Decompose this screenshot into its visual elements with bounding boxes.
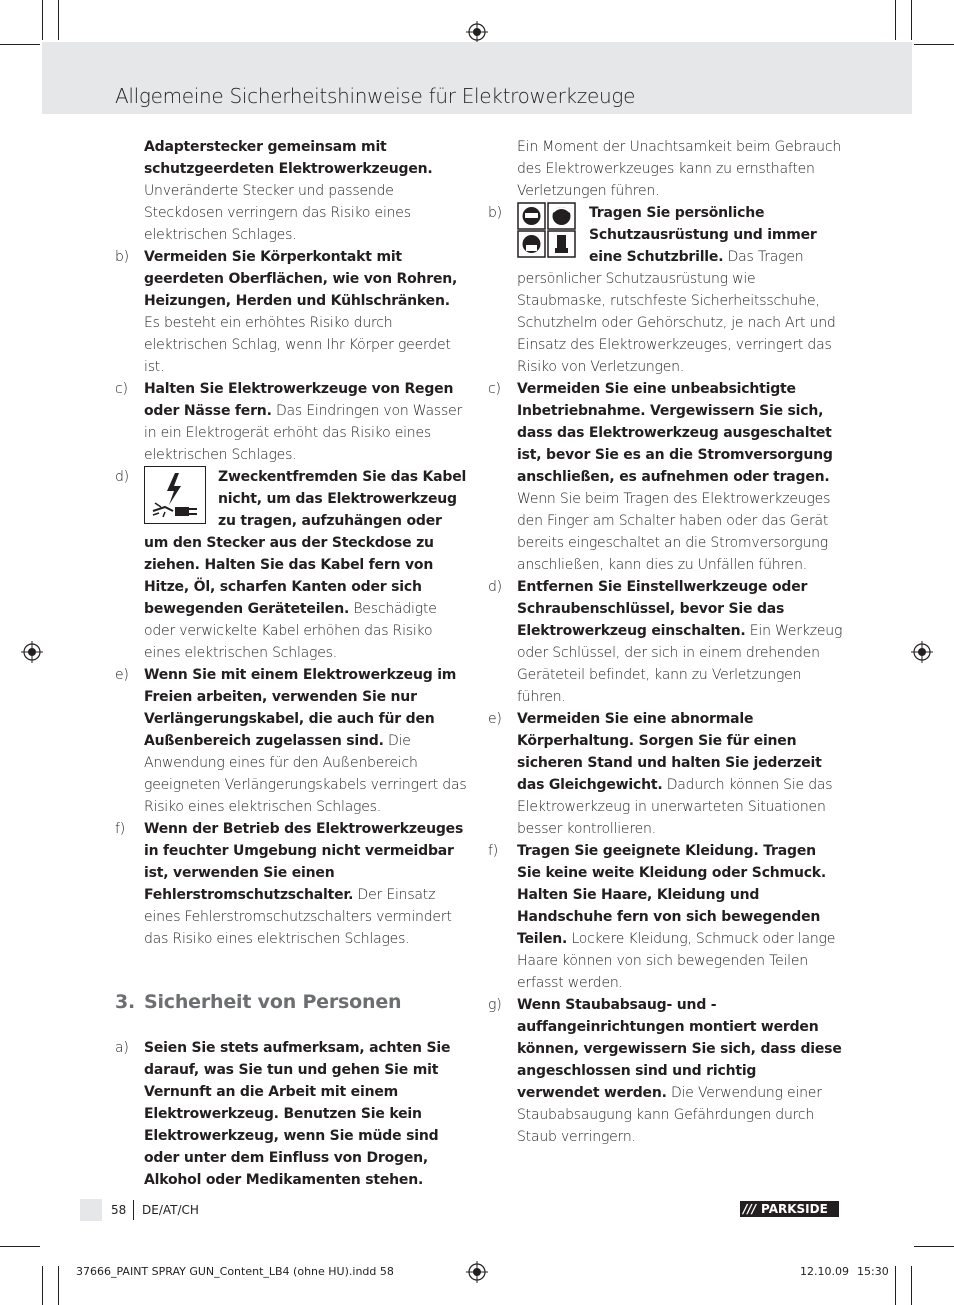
intro-text: Ein Moment der Unachtsamkeit beim Gebrauch des Elektrowerkzeuges kann zu ernsthaften Verletzungen führen. bbox=[517, 139, 841, 199]
item-text: Beschädigte oder verwickelte Kabel erhöhen das Risiko eines elektrischen Schlages. bbox=[144, 601, 437, 661]
registration-mark-icon bbox=[466, 21, 488, 43]
brand-logo bbox=[740, 1201, 839, 1217]
crop-mark bbox=[911, 0, 912, 40]
crop-mark bbox=[895, 0, 896, 40]
list-item-f bbox=[115, 818, 467, 950]
item-bold-text: Entfernen Sie Einstellwerkzeuge oder Schraubenschlüssel, bevor Sie das Elektrowerkzeug einschalten. bbox=[517, 579, 808, 639]
item-marker: d) bbox=[115, 469, 129, 485]
crop-mark bbox=[42, 1266, 43, 1305]
item-bold-text: Wenn der Betrieb des Elektrowerkzeuges in feuchter Umgebung nicht vermeidbar ist, verwenden Sie einen Fehlerstromschutzschalter. bbox=[144, 821, 464, 903]
brand-slashes-icon: /// bbox=[743, 1202, 757, 1216]
left-column bbox=[115, 136, 467, 1191]
item-bold-text: Zweckentfremden Sie das Kabel nicht, um das Elektrowerkzeug zu tragen, aufzuhängen oder um den Stecker aus der Steckdose zu ziehen. Halten Sie das Kabel fern von Hitze, Öl, scharfen Kanten oder sich bewegenden Geräteteilen. bbox=[144, 469, 467, 617]
list-item-intro bbox=[115, 136, 467, 246]
item-text: Wenn Sie beim Tragen des Elektrowerkzeuges den Finger am Schalter haben oder das Gerät bereits eingeschaltet an die Stromversorgung anschließen, kann dies zu Unfällen führen. bbox=[517, 491, 831, 573]
item-marker: f) bbox=[488, 843, 498, 859]
list-item-e bbox=[115, 664, 467, 818]
page-number-box bbox=[80, 1199, 102, 1221]
registration-mark-icon bbox=[466, 1261, 488, 1283]
item-marker: b) bbox=[488, 205, 502, 221]
item-text: Es besteht ein erhöhtes Risiko durch elektrischen Schlag, wenn Ihr Körper geerdet ist. bbox=[144, 315, 451, 375]
item-marker: b) bbox=[115, 249, 129, 265]
item-text: Die Verwendung einer Staubabsaugung kann Gefährdungen durch Staub verringern. bbox=[517, 1085, 822, 1145]
item-bold-text: Tragen Sie geeignete Kleidung. Tragen Sie keine weite Kleidung oder Schmuck. Halten Sie Haare, Kleidung und Handschuhe fern von sich bewegenden Teilen. bbox=[517, 843, 827, 947]
section-title: Sicherheit von Personen bbox=[144, 991, 402, 1013]
item-bold-text: Vermeiden Sie Körperkontakt mit geerdeten Oberflächen, wie von Rohren, Heizungen, Herden und Kühlschränken. bbox=[144, 249, 458, 309]
slug-time: 15:30 bbox=[857, 1265, 889, 1278]
item-bold-text: Halten Sie Elektrowerkzeuge von Regen oder Nässe fern. bbox=[144, 381, 454, 419]
crop-mark bbox=[42, 0, 43, 40]
list-item-f bbox=[488, 840, 843, 994]
file-slug: 37666_PAINT SPRAY GUN_Content_LB4 (ohne HU).indd 58 bbox=[76, 1265, 394, 1278]
crop-mark bbox=[911, 1266, 912, 1305]
registration-mark-icon bbox=[21, 641, 43, 663]
item-text: Der Einsatz eines Fehlerstromschutzschalters vermindert das Risiko eines elektrischen Schlages. bbox=[144, 887, 452, 947]
crop-mark bbox=[0, 44, 40, 45]
item-bold-text: Wenn Staubabsaug- und -auffangeinrichtungen montiert werden können, vergewissern Sie sich, dass diese angeschlossen sind und richtig verwendet werden. bbox=[517, 997, 842, 1101]
slug-date: 12.10.09 bbox=[800, 1265, 849, 1278]
crop-mark bbox=[58, 0, 59, 40]
item-marker: c) bbox=[115, 381, 128, 397]
section-heading bbox=[115, 991, 467, 1013]
item-text: Lockere Kleidung, Schmuck oder lange Haare können von sich bewegenden Teilen erfasst werden. bbox=[517, 931, 836, 991]
list-item-intro bbox=[488, 136, 843, 202]
item-marker: g) bbox=[488, 997, 502, 1013]
crop-mark bbox=[58, 1266, 59, 1305]
item-text: Das Tragen persönlicher Schutzausrüstung wie Staubmaske, rutschfeste Sicherheitsschuhe, Schutzhelm oder Gehörschutz, je nach Art und Einsatz des Elektrowerkzeuges, verringert das Risiko von Verletzungen. bbox=[517, 249, 836, 375]
item-bold-text: Tragen Sie persönliche Schutzausrüstung und immer eine Schutzbrille. bbox=[589, 205, 817, 265]
list-item-c bbox=[115, 378, 467, 466]
item-marker: c) bbox=[488, 381, 501, 397]
item-marker: e) bbox=[115, 667, 129, 683]
item-marker: e) bbox=[488, 711, 502, 727]
item-text: Das Eindringen von Wasser in ein Elektrogerät erhöht das Risiko eines elektrischen Schlages. bbox=[144, 403, 463, 463]
list-item-d bbox=[115, 466, 467, 664]
list-item-c bbox=[488, 378, 843, 576]
region-code: DE/AT/CH bbox=[142, 1203, 199, 1217]
crop-mark bbox=[895, 1266, 896, 1305]
item-marker: a) bbox=[115, 1040, 129, 1056]
brand-name: PARKSIDE bbox=[761, 1202, 828, 1216]
item-marker: f) bbox=[115, 821, 125, 837]
protective-equipment-icon bbox=[517, 202, 577, 258]
intro-text: Unveränderte Stecker und passende Steckdosen verringern das Risiko eines elektrischen Schlages. bbox=[144, 183, 411, 243]
list-item-e bbox=[488, 708, 843, 840]
intro-bold-text: Adapterstecker gemeinsam mit schutzgeerdeten Elektrowerkzeugen. bbox=[144, 139, 433, 177]
list-item-b bbox=[488, 202, 843, 378]
electric-shock-cable-icon bbox=[144, 466, 206, 524]
list-item-g bbox=[488, 994, 843, 1148]
item-text: Dadurch können Sie das Elektrowerkzeug in unerwarteten Situationen besser kontrollieren. bbox=[517, 777, 833, 837]
item-bold-text: Wenn Sie mit einem Elektrowerkzeug im Freien arbeiten, verwenden Sie nur Verlängerungskabel, die auch für den Außenbereich zugelassen sind. bbox=[144, 667, 457, 749]
crop-mark bbox=[0, 1246, 40, 1247]
item-marker: d) bbox=[488, 579, 502, 595]
right-column bbox=[488, 136, 843, 1148]
crop-mark bbox=[914, 44, 954, 45]
registration-mark-icon bbox=[911, 641, 933, 663]
item-bold-text: Vermeiden Sie eine unbeabsichtigte Inbetriebnahme. Vergewissern Sie sich, dass das Elektrowerkzeug ausgeschaltet ist, bevor Sie es an die Stromversorgung anschließen, es aufnehmen oder tragen. bbox=[517, 381, 833, 485]
list-item-b bbox=[115, 246, 467, 378]
footer-divider bbox=[133, 1200, 134, 1220]
item-text: Ein Werkzeug oder Schlüssel, der sich in einem drehenden Geräteteil befindet, kann zu Verletzungen führen. bbox=[517, 623, 843, 705]
page-title: Allgemeine Sicherheitshinweise für Elektrowerkzeuge bbox=[115, 84, 636, 108]
item-bold-text: Seien Sie stets aufmerksam, achten Sie darauf, was Sie tun und gehen Sie mit Vernunft an die Arbeit mit einem Elektrowerkzeug. Benutzen Sie kein Elektrowerkzeug, wenn Sie müde sind oder unter dem Einfluss von Drogen, Alkohol oder Medikamenten stehen. bbox=[144, 1040, 451, 1188]
list-item-a bbox=[115, 1037, 467, 1191]
crop-mark bbox=[914, 1246, 954, 1247]
list-item-d bbox=[488, 576, 843, 708]
page-number: 58 bbox=[111, 1203, 127, 1217]
section-number: 3. bbox=[115, 991, 136, 1013]
item-text: Die Anwendung eines für den Außenbereich geeigneten Verlängerungskabels verringert das Risiko eines elektrischen Schlages. bbox=[144, 733, 467, 815]
item-bold-text: Vermeiden Sie eine abnormale Körperhaltung. Sorgen Sie für einen sicheren Stand und halten Sie jederzeit das Gleichgewicht. bbox=[517, 711, 822, 793]
